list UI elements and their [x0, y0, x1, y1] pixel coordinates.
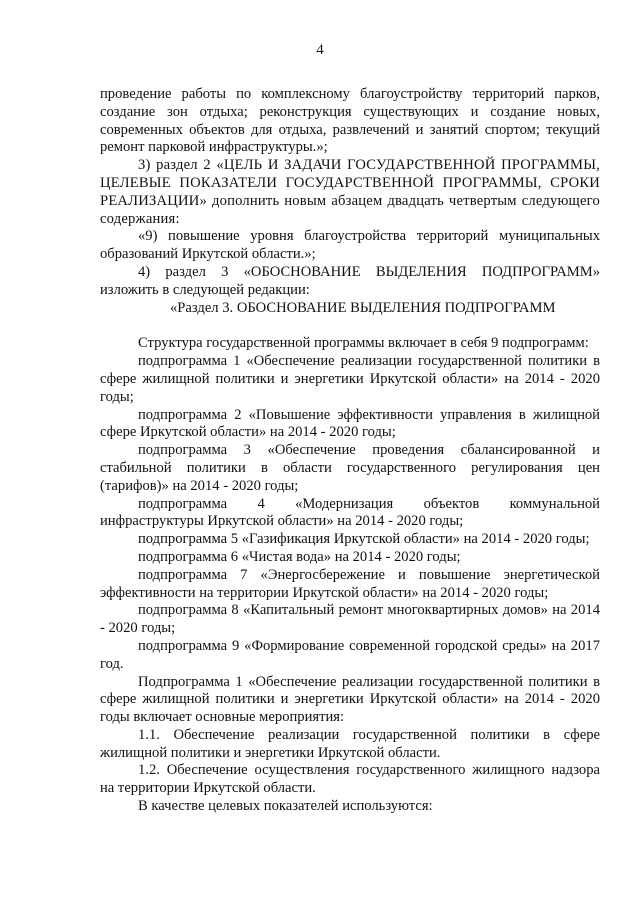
- subprogram-item: подпрограмма 7 «Энергосбережение и повышение энергетической эффективности на территории Иркутской области» на 2014 - 2020 годы;: [100, 566, 600, 601]
- spacer: [100, 317, 600, 335]
- subprogram-item: подпрограмма 2 «Повышение эффективности управления в жилищной сфере Иркутской области» на 2014 - 2020 годы;: [100, 406, 600, 441]
- section-heading: «Раздел 3. ОБОСНОВАНИЕ ВЫДЕЛЕНИЯ ПОДПРОГРАММ: [170, 299, 556, 316]
- subprogram-item: подпрограмма 3 «Обеспечение проведения сбалансированной и стабильной политики в области государственного регулирования цен (тарифов)» на 2014 - 2020 годы;: [100, 442, 600, 494]
- paragraph-new-item-9: «9) повышение уровня благоустройства территорий муниципальных образований Иркутской области.»;: [100, 228, 600, 263]
- paragraph-target-indicators: В качестве целевых показателей используются:: [138, 798, 433, 815]
- measure-item: 1.1. Обеспечение реализации государственной политики в сфере жилищной политики и энергетики Иркутской области.: [100, 726, 600, 761]
- subprogram-item: подпрограмма 6 «Чистая вода» на 2014 - 2020 годы;: [138, 548, 461, 565]
- paragraph-amend-section-2: 3) раздел 2 «ЦЕЛЬ И ЗАДАЧИ ГОСУДАРСТВЕННОЙ ПРОГРАММЫ, ЦЕЛЕВЫЕ ПОКАЗАТЕЛИ ГОСУДАРСТВЕННОЙ ПРОГРАММЫ, СРОКИ РЕАЛИЗАЦИИ» дополнить новым абзацем двадцать четвертым следующего содержания:: [100, 157, 600, 227]
- paragraph-parks: проведение работы по комплексному благоустройству территорий парков, создание зон отдыха; реконструкция существующих и создание новых, современных объектов для отдыха, развлечений и занятий спортом; текущий ремонт парковой инфраструктуры.»;: [100, 86, 600, 156]
- paragraph-amend-section-3: 4) раздел 3 «ОБОСНОВАНИЕ ВЫДЕЛЕНИЯ ПОДПРОГРАММ» изложить в следующей редакции:: [100, 263, 600, 298]
- subprogram-item: подпрограмма 5 «Газификация Иркутской области» на 2014 - 2020 годы;: [138, 531, 590, 548]
- page-number: 4: [316, 42, 324, 58]
- paragraph-structure: Структура государственной программы включает в себя 9 подпрограмм:: [138, 335, 589, 352]
- subprogram-item: подпрограмма 4 «Модернизация объектов коммунальной инфраструктуры Иркутской области» на 2014 - 2020 годы;: [100, 495, 600, 530]
- paragraph-subprogram-1-measures: Подпрограмма 1 «Обеспечение реализации государственной политики в сфере жилищной политики и энергетики Иркутской области» на 2014 - 2020 годы включает основные мероприятия:: [100, 673, 600, 726]
- subprogram-item: подпрограмма 1 «Обеспечение реализации государственной политики в сфере жилищной политики и энергетики Иркутской области» на 2014 - 2020 годы;: [100, 353, 600, 405]
- document-body: [100, 86, 600, 816]
- measure-item: 1.2. Обеспечение осуществления государственного жилищного надзора на территории Иркутской области.: [100, 762, 600, 797]
- subprogram-item: подпрограмма 8 «Капитальный ремонт многоквартирных домов» на 2014 - 2020 годы;: [100, 602, 600, 637]
- subprogram-item: подпрограмма 9 «Формирование современной городской среды» на 2017 год.: [100, 637, 600, 672]
